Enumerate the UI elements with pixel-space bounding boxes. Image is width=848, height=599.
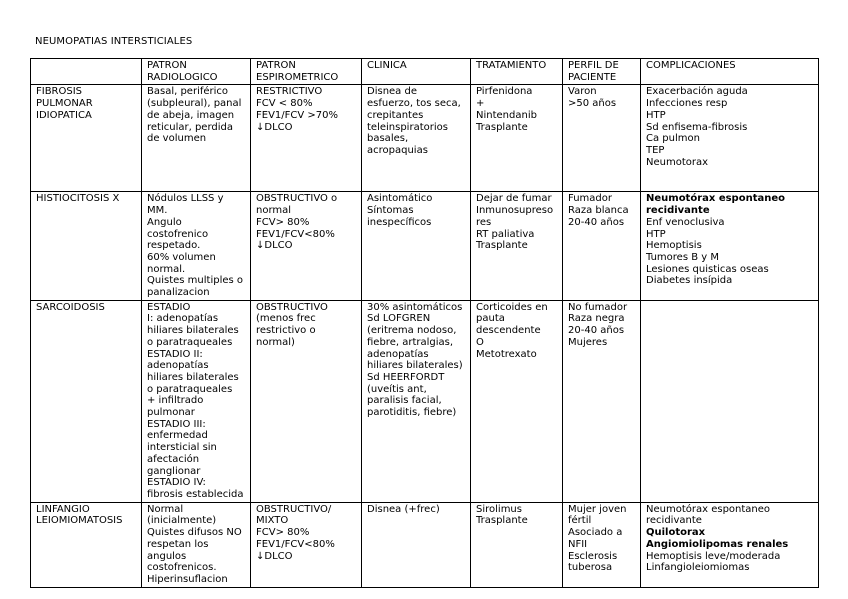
header-text: CLINICA <box>367 60 407 71</box>
cell-text: recidivante <box>646 205 710 217</box>
header-cell <box>142 59 251 85</box>
cell-text: Fumador <box>568 193 612 205</box>
cell-text: pulmonar <box>147 407 195 419</box>
cell-text: Exacerbación aguda <box>646 86 748 98</box>
cell-text: 60% volumen <box>147 251 216 263</box>
cell-text: adenopatías <box>147 360 209 372</box>
cell-text: Nódulos LLSS y <box>147 193 224 205</box>
cell-text: basales, <box>367 133 409 145</box>
cell-text: Infecciones resp <box>646 98 728 110</box>
cell-text: Neumotorax <box>646 156 709 168</box>
cell-text: Síntomas <box>367 205 414 217</box>
cell-text: pauta <box>476 313 505 325</box>
cell-text: RT paliativa <box>476 228 535 240</box>
cell-text: RESTRICTIVO <box>256 86 323 98</box>
header-row <box>31 59 819 85</box>
cell-text: Lesiones quisticas oseas <box>646 263 769 275</box>
cell-text: crepitantes <box>367 109 424 121</box>
cell-text: Trasplante <box>476 515 528 527</box>
cell-text: ↓DLCO <box>256 121 293 133</box>
cell-text: Neumotórax espontaneo <box>646 193 786 205</box>
cell-text: OBSTRUCTIVO <box>256 301 328 313</box>
header-text: PERFIL DE <box>568 60 619 71</box>
cell-text: Disnea (+frec) <box>367 503 440 515</box>
cell-text: Angulo <box>147 216 182 228</box>
cell-text: Quistes multiples o <box>147 275 244 287</box>
cell-text: (subpleural), panal <box>147 98 242 110</box>
cell-text: paralisis facial, <box>367 395 442 407</box>
cell-text: Hiperinsuflacion <box>147 573 228 585</box>
cell-text: Neumotórax espontaneo <box>646 503 771 515</box>
cell-text: + infiltrado <box>147 395 204 407</box>
table-cell <box>471 502 563 587</box>
document-title: NEUMOPATIAS INTERSTICIALES <box>35 36 193 47</box>
cell-text: (uveítis ant, <box>367 383 427 395</box>
cell-text: Tumores B y M <box>646 251 719 263</box>
cell-text: >50 años <box>568 98 617 110</box>
cell-text: ganglionar <box>147 465 201 477</box>
header-text: PACIENTE <box>568 71 617 83</box>
cell-text: ESTADIO III: <box>147 418 206 430</box>
cell-text: Inmunosupreso <box>476 205 554 217</box>
cell-text: (eritrema nodoso, <box>367 325 457 337</box>
cell-text: Quistes difusos NO <box>147 527 242 539</box>
cell-text: TEP <box>646 144 665 156</box>
cell-text: Pirfenidona <box>476 86 533 98</box>
cell-text: de volumen <box>147 133 207 145</box>
cell-text: FEV1/FCV<80% <box>256 228 335 240</box>
table-cell <box>362 300 471 502</box>
cell-text: hiliares bilaterales <box>147 325 239 337</box>
table-cell <box>142 502 251 587</box>
cell-text: normal. <box>147 263 186 275</box>
cell-text: (inicialmente) <box>147 515 217 527</box>
cell-text: Basal, periférico <box>147 86 229 98</box>
cell-text: 20-40 años <box>568 216 625 228</box>
cell-text: Hemoptisis <box>646 240 702 252</box>
cell-text: enfermedad <box>147 430 208 442</box>
table-cell <box>641 85 819 192</box>
table-cell <box>31 85 142 192</box>
cell-text: ↓DLCO <box>256 550 293 562</box>
cell-text: O <box>476 336 484 348</box>
header-text: PATRON <box>256 60 296 71</box>
header-cell <box>471 59 563 85</box>
cell-text: Raza blanca <box>568 205 629 217</box>
header-text: RADIOLOGICO <box>147 71 218 83</box>
cell-text: Varon <box>568 86 597 98</box>
neumopatias-table <box>30 58 819 588</box>
header-cell <box>251 59 362 85</box>
cell-text: I: adenopatías <box>147 313 219 325</box>
cell-text: o paratraqueales <box>147 336 233 348</box>
table-cell <box>31 192 142 300</box>
cell-text: ↓DLCO <box>256 240 293 252</box>
table-cell <box>641 502 819 587</box>
table-cell <box>563 192 641 300</box>
cell-text: restrictivo o <box>256 325 316 337</box>
table-cell <box>31 502 142 587</box>
cell-text: FIBROSIS <box>36 86 83 98</box>
table-cell <box>362 85 471 192</box>
cell-text: FCV> 80% <box>256 527 310 539</box>
cell-text: costofrenicos. <box>147 562 217 574</box>
cell-text: Esclerosis <box>568 550 618 562</box>
table-row <box>31 85 819 192</box>
cell-text: IDIOPATICA <box>36 109 92 121</box>
table-cell <box>251 192 362 300</box>
cell-text: Enf venoclusiva <box>646 216 725 228</box>
cell-text: Sd enfisema-fibrosis <box>646 121 748 133</box>
cell-text: descendente <box>476 325 541 337</box>
cell-text: Trasplante <box>476 240 528 252</box>
header-cell <box>31 59 142 85</box>
header-cell <box>563 59 641 85</box>
cell-text: HTP <box>646 228 666 240</box>
cell-text: Nintendanib <box>476 109 537 121</box>
table-cell <box>362 502 471 587</box>
cell-text: adenopatías <box>367 348 429 360</box>
table-cell <box>471 300 563 502</box>
cell-text: angulos <box>147 550 187 562</box>
cell-text: Dejar de fumar <box>476 193 552 205</box>
cell-text: normal) <box>256 336 295 348</box>
cell-text: Asintomático <box>367 193 433 205</box>
cell-text: intersticial sin <box>147 442 217 454</box>
cell-text: MM. <box>147 205 168 217</box>
cell-text: de abeja, imagen <box>147 109 235 121</box>
table-cell <box>641 192 819 300</box>
cell-text: respetado. <box>147 240 201 252</box>
cell-text: ESTADIO IV: <box>147 477 206 489</box>
cell-text: Sirolimus <box>476 503 522 515</box>
cell-text: hiliares bilaterales <box>147 371 239 383</box>
table-cell <box>251 85 362 192</box>
cell-text: normal <box>256 205 292 217</box>
cell-text: costofrenico <box>147 228 209 240</box>
cell-text: respetan los <box>147 538 209 550</box>
cell-text: SARCOIDOSIS <box>36 301 105 313</box>
cell-text: FEV1/FCV >70% <box>256 109 339 121</box>
cell-text: Hemoptisis leve/moderada <box>646 550 781 562</box>
cell-text: Angiomiolipomas renales <box>646 538 789 550</box>
cell-text: Diabetes insípida <box>646 275 733 287</box>
cell-text: parotiditis, fiebre) <box>367 407 457 419</box>
cell-text: ESTADIO II: <box>147 348 203 360</box>
cell-text: Linfangioleiomiomas <box>646 562 750 574</box>
cell-text: panalizacion <box>147 287 210 299</box>
cell-text: No fumador <box>568 301 628 313</box>
table-cell <box>251 300 362 502</box>
cell-text: hiliares bilaterales) <box>367 360 463 372</box>
header-text: TRATAMIENTO <box>476 60 547 71</box>
cell-text: LEIOMIOMATOSIS <box>36 515 123 527</box>
table-cell <box>362 192 471 300</box>
cell-text: Sd HEERFORDT <box>367 371 445 383</box>
cell-text: esfuerzo, tos seca, <box>367 98 461 110</box>
cell-text: Raza negra <box>568 313 625 325</box>
cell-text: FCV> 80% <box>256 216 310 228</box>
cell-text: ESTADIO <box>147 301 191 313</box>
cell-text: HTP <box>646 109 666 121</box>
table-cell <box>142 300 251 502</box>
table-row <box>31 502 819 587</box>
cell-text: Corticoides en <box>476 301 548 313</box>
cell-text: fibrosis establecida <box>147 488 244 500</box>
table-cell <box>471 85 563 192</box>
header-text: COMPLICACIONES <box>646 60 736 71</box>
cell-text: tuberosa <box>568 562 613 574</box>
cell-text: OBSTRUCTIVO/ <box>256 503 332 515</box>
cell-text: fiebre, artralgias, <box>367 336 454 348</box>
cell-text: Ca pulmon <box>646 133 700 145</box>
cell-text: LINFANGIO <box>36 503 90 515</box>
table-cell <box>31 300 142 502</box>
cell-text: OBSTRUCTIVO o <box>256 193 338 205</box>
table-cell <box>142 85 251 192</box>
table-cell <box>251 502 362 587</box>
cell-text: Sd LOFGREN <box>367 313 431 325</box>
table-cell <box>142 192 251 300</box>
cell-text: FCV < 80% <box>256 98 313 110</box>
cell-text: fértil <box>568 515 592 527</box>
cell-text: Mujeres <box>568 336 608 348</box>
table-row <box>31 192 819 300</box>
cell-text: NFII <box>568 538 588 550</box>
cell-text: Disnea de <box>367 86 417 98</box>
cell-text: reticular, perdida <box>147 121 233 133</box>
cell-text: Metotrexato <box>476 348 537 360</box>
header-text: PATRON <box>147 60 187 71</box>
cell-text: recidivante <box>646 515 702 527</box>
cell-text: Normal <box>147 503 184 515</box>
cell-text: HISTIOCITOSIS X <box>36 193 120 205</box>
table-cell <box>471 192 563 300</box>
table-cell <box>563 85 641 192</box>
cell-text: Mujer joven <box>568 503 627 515</box>
cell-text: teleinspiratorios <box>367 121 448 133</box>
header-cell <box>362 59 471 85</box>
table-cell <box>563 502 641 587</box>
header-text: ESPIROMETRICO <box>256 71 339 83</box>
cell-text: Asociado a <box>568 527 623 539</box>
cell-text: 30% asintomáticos <box>367 301 463 313</box>
cell-text: o paratraqueales <box>147 383 233 395</box>
cell-text: inespecíficos <box>367 216 432 228</box>
cell-text: afectación <box>147 453 200 465</box>
table-cell <box>641 300 819 502</box>
cell-text: acropaquias <box>367 144 428 156</box>
cell-text: PULMONAR <box>36 98 93 110</box>
cell-text: + <box>476 98 485 110</box>
cell-text: Quilotorax <box>646 527 706 539</box>
cell-text: FEV1/FCV<80% <box>256 538 335 550</box>
cell-text: Trasplante <box>476 121 528 133</box>
cell-text: res <box>476 216 492 228</box>
header-cell <box>641 59 819 85</box>
table-row <box>31 300 819 502</box>
cell-text: (menos frec <box>256 313 316 325</box>
table-cell <box>563 300 641 502</box>
cell-text: 20-40 años <box>568 325 625 337</box>
cell-text: MIXTO <box>256 515 289 527</box>
